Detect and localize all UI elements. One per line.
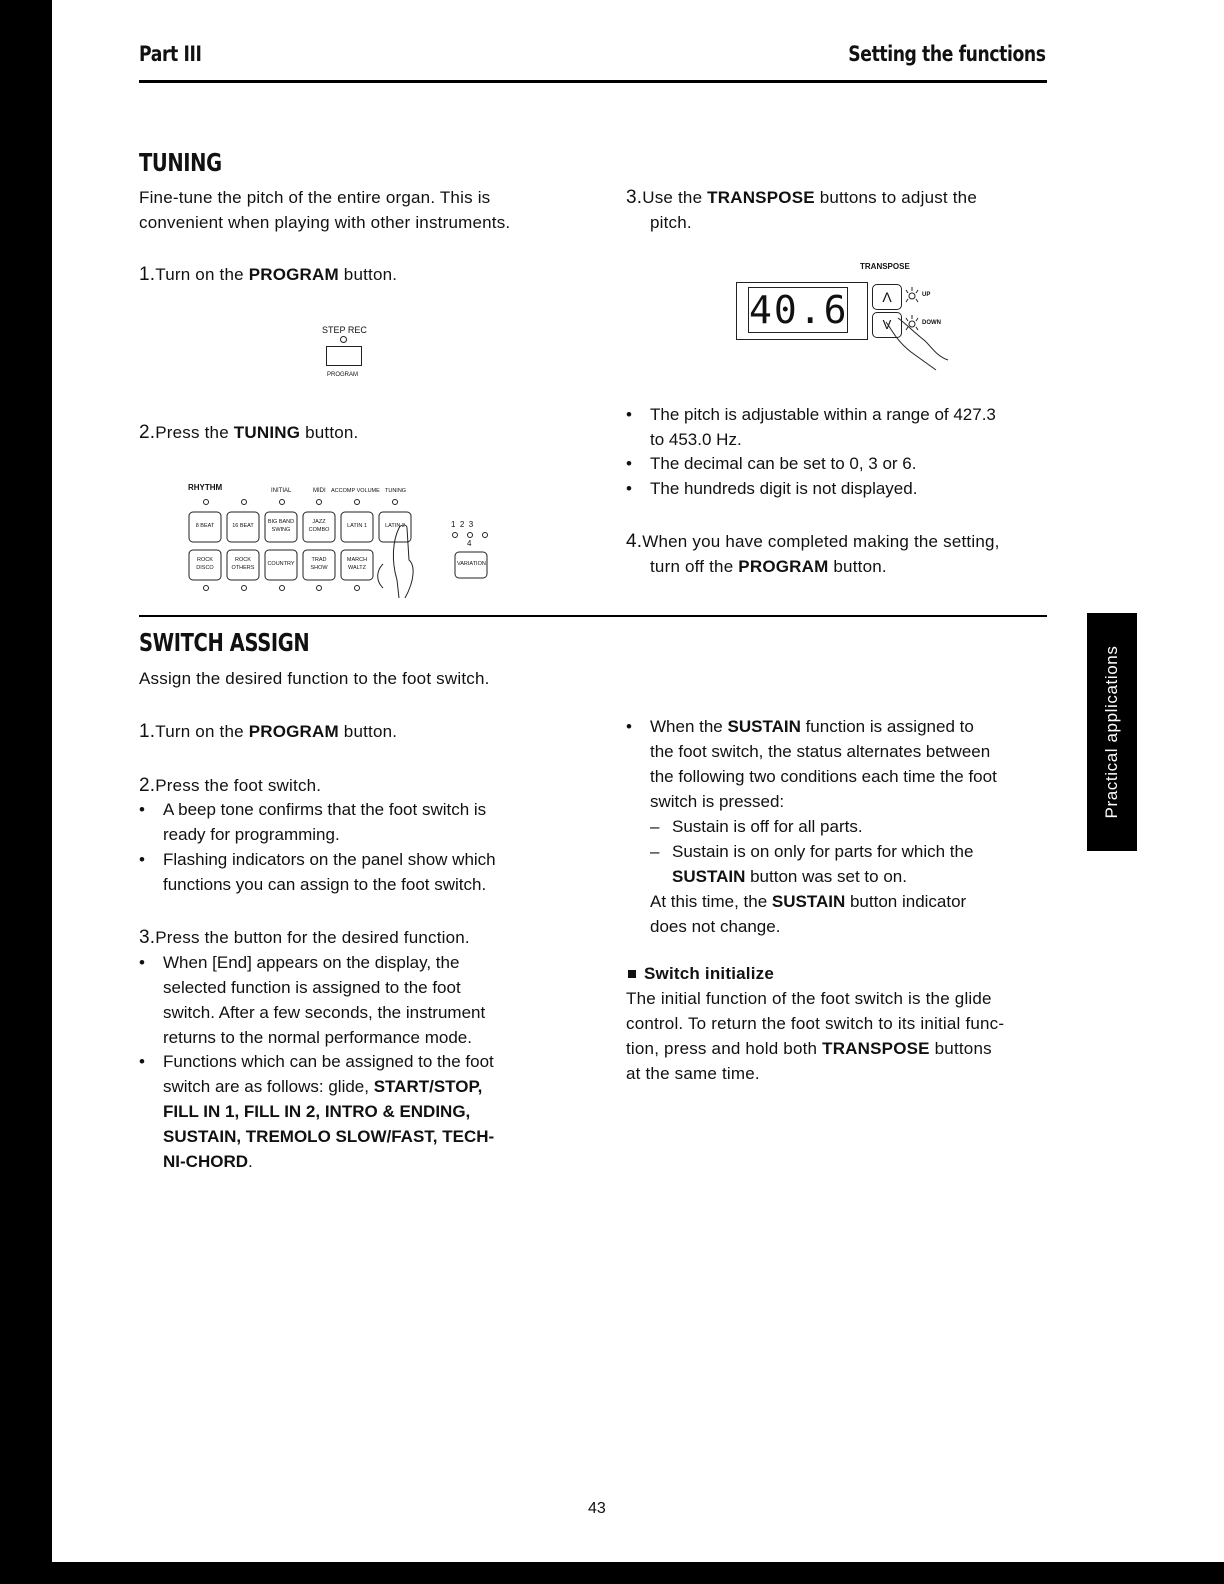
transpose-label: TRANSPOSE: [860, 262, 910, 271]
scan-edge-left: [0, 0, 52, 1584]
tuning-title: TUNING: [139, 148, 222, 177]
tuning-intro-line: Fine-tune the pitch of the entire organ. This is: [139, 188, 491, 207]
step-number: 3.: [626, 187, 643, 208]
transpose-figure: [736, 260, 966, 375]
step-number: 2.: [139, 422, 156, 443]
rhythm-button-country: COUNTRY: [267, 561, 295, 567]
step-text: Turn on the: [155, 265, 249, 284]
rhythm-panel-figure: [185, 480, 495, 600]
bullet-line: the foot switch, the status alternates between: [650, 742, 991, 761]
step-text: button.: [300, 423, 359, 442]
step-number: 3.: [139, 927, 156, 948]
switch-assign-title: SWITCH ASSIGN: [139, 628, 310, 657]
step-text: turn off the: [650, 557, 739, 576]
rhythm-button-8beat: 8 BEAT: [195, 523, 215, 529]
bullet-line: When [End] appears on the display, the: [163, 953, 460, 972]
bullet-line: The decimal can be set to 0, 3 or 6.: [650, 454, 917, 473]
step-text: button.: [338, 265, 398, 284]
bullet-line: When the: [650, 717, 728, 736]
step-text: button.: [338, 722, 398, 741]
transpose-down-button: V: [872, 312, 902, 338]
bullet-line: the following two conditions each time the foot: [650, 767, 997, 786]
switch-step-3: [139, 925, 470, 950]
section-rule: [139, 615, 1047, 617]
switch-initialize-heading: [626, 961, 774, 986]
square-bullet-icon: [628, 970, 636, 978]
tuning-step-2: [139, 420, 358, 445]
step-number: 1.: [139, 721, 156, 742]
tuning-step-3: [626, 185, 977, 235]
rhythm-button-16beat: 16 BEAT: [232, 523, 254, 529]
step-text: Use the: [642, 188, 708, 207]
step-text: button.: [828, 557, 887, 576]
subheading: Switch initialize: [644, 964, 774, 983]
paragraph-line: The initial function of the foot switch is the glide: [626, 989, 992, 1008]
dash-item: button was set to on.: [745, 867, 907, 886]
step-text: Press the foot switch.: [155, 776, 322, 795]
rhythm-button-trad-show: TRAD SHOW: [310, 557, 328, 571]
switch-step-1: [139, 719, 397, 744]
bullet-line: ready for programming.: [163, 825, 340, 844]
paragraph-line: tion, press and hold both: [626, 1039, 823, 1058]
switch-assign-intro: Assign the desired function to the foot switch.: [139, 669, 490, 688]
bullet-bold: SUSTAIN: [672, 867, 746, 886]
bullet-bold: FILL IN 1, FILL IN 2, INTRO & ENDING,: [163, 1102, 471, 1121]
midi-label: MIDI: [313, 488, 326, 494]
scan-edge-bottom: [0, 1562, 1224, 1584]
rhythm-button-rock-others: ROCK OTHERS: [231, 557, 255, 571]
bullet-line: function is assigned to: [800, 717, 974, 736]
step-rec-led: [340, 336, 347, 343]
step-text: Press the: [155, 423, 234, 442]
tuning-display-value: 40.6: [749, 288, 849, 332]
program-button: [326, 346, 362, 366]
dash-item: Sustain is off for all parts.: [672, 817, 863, 836]
program-label: PROGRAM: [327, 372, 359, 378]
step-text: Turn on the: [155, 722, 249, 741]
rhythm-panel-drawing: [185, 480, 495, 600]
step-bold: PROGRAM: [738, 557, 829, 576]
bullet-line: selected function is assigned to the foot: [163, 978, 461, 997]
bullet-line: .: [248, 1152, 253, 1171]
step-text: When you have completed making the setting,: [642, 532, 1000, 551]
step-number: 2.: [139, 775, 156, 796]
variation-number-4: 4: [467, 539, 472, 548]
rhythm-button-latin1: LATIN 1: [347, 523, 367, 529]
bullet-line: A beep tone confirms that the foot switch is: [163, 800, 487, 819]
paragraph-line: buttons: [929, 1039, 992, 1058]
page-number: 43: [588, 1500, 606, 1517]
switch-initialize-text: [626, 986, 1004, 1086]
dash-item: Sustain is on only for parts for which the: [672, 842, 974, 861]
side-tab: [1087, 613, 1137, 851]
header-rule: [139, 80, 1047, 83]
bullet-line: to 453.0 Hz.: [650, 430, 742, 449]
bullet-line: switch. After a few seconds, the instrument: [163, 1003, 486, 1022]
variation-button-label: VARIATION: [457, 561, 486, 567]
tuning-step-4: [626, 529, 1000, 579]
switch-step-2: [139, 773, 321, 798]
rhythm-button-march-waltz: MARCH WALTZ: [346, 557, 368, 571]
step-text: buttons to adjust the: [814, 188, 977, 207]
paragraph-bold: TRANSPOSE: [822, 1039, 930, 1058]
bullet-bold: SUSTAIN: [771, 892, 846, 911]
header-part: Part III: [139, 42, 202, 66]
bullet-line: switch is pressed:: [650, 792, 785, 811]
bullet-line: At this time, the: [650, 892, 772, 911]
transpose-up-button: Λ: [872, 284, 902, 310]
bullet-bold: NI-CHORD: [163, 1152, 248, 1171]
rhythm-button-bigband: BIG BAND SWING: [267, 519, 295, 533]
transpose-hand-drawing: [736, 260, 966, 375]
rhythm-button-rock-disco: ROCK DISCO: [196, 557, 214, 571]
bullet-bold: SUSTAIN, TREMOLO SLOW/FAST, TECH-: [163, 1127, 495, 1146]
side-tab-label: Practical applications: [1102, 645, 1121, 819]
step-text: pitch.: [650, 213, 692, 232]
bullet-line: switch are as follows: glide,: [163, 1077, 374, 1096]
bullet-bold: SUSTAIN: [727, 717, 801, 736]
header-section: Setting the functions: [848, 42, 1046, 66]
paragraph-line: at the same time.: [626, 1064, 760, 1083]
rhythm-button-jazz: JAZZ COMBO: [308, 519, 330, 533]
accomp-volume-label: ACCOMP VOLUME: [331, 488, 380, 494]
tuning-label: TUNING: [385, 488, 407, 494]
step-bold: PROGRAM: [248, 722, 339, 741]
tuning-intro-line: convenient when playing with other instruments.: [139, 213, 511, 232]
step-number: 4.: [626, 531, 643, 552]
down-label: DOWN: [922, 320, 941, 326]
rhythm-label: RHYTHM: [188, 483, 223, 492]
bullet-line: Functions which can be assigned to the foot: [163, 1052, 494, 1071]
bullet-line: The hundreds digit is not displayed.: [650, 479, 918, 498]
bullet-line: Flashing indicators on the panel show which: [163, 850, 496, 869]
tuning-intro: [139, 185, 510, 235]
program-button-figure: [300, 320, 390, 385]
step-bold: PROGRAM: [248, 265, 339, 284]
bullet-line: does not change.: [650, 917, 781, 936]
bullet-line: returns to the normal performance mode.: [163, 1028, 472, 1047]
step-rec-label: STEP REC: [322, 325, 367, 335]
initial-label: INITIAL: [271, 488, 292, 494]
bullet-line: functions you can assign to the foot switch.: [163, 875, 487, 894]
up-label: UP: [922, 292, 931, 298]
paragraph-line: control. To return the foot switch to its initial func-: [626, 1014, 1005, 1033]
step-text: Press the button for the desired function.: [155, 928, 470, 947]
bullet-line: The pitch is adjustable within a range of 427.3: [650, 405, 996, 424]
step-bold: TUNING: [233, 423, 301, 442]
bullet-line: button indicator: [845, 892, 967, 911]
bullet-bold: START/STOP,: [373, 1077, 483, 1096]
step-number: 1.: [139, 264, 156, 285]
tuning-step-1: [139, 262, 397, 287]
variation-numbers: 1 2 3: [451, 520, 474, 529]
step-bold: TRANSPOSE: [707, 188, 815, 207]
rhythm-button-latin2: LATIN 2: [385, 523, 405, 529]
